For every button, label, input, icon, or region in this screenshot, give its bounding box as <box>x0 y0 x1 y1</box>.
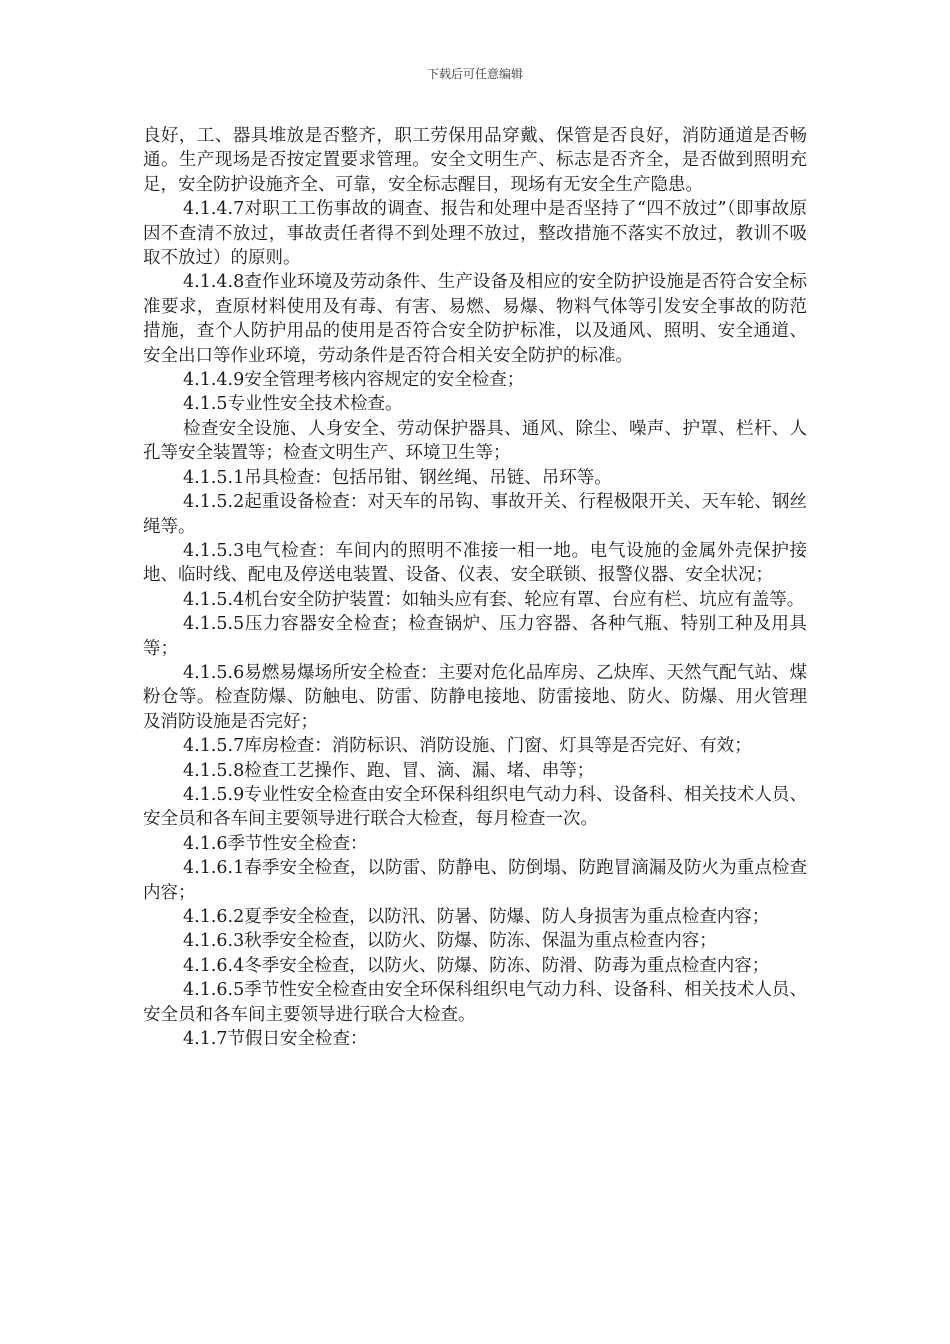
paragraph-4-1-5-3: 4.1.5.3电气检查：车间内的照明不准接一相一地。电气设施的金属外壳保护接地、临时线、配电及停送电装置、设备、仪表、安全联锁、报警仪器、安全状况； <box>143 540 807 586</box>
paragraph-4-1-5-7: 4.1.5.7库房检查：消防标识、消防设施、门窗、灯具等是否完好、有效； <box>183 736 752 757</box>
heading-4-1-7: 4.1.7节假日安全检查： <box>183 1029 368 1050</box>
document-body <box>143 124 807 1051</box>
paragraph-4-1-6-2: 4.1.6.2夏季安全检查，以防汛、防暑、防爆、防人身损害为重点检查内容； <box>183 907 770 927</box>
paragraph-4-1-6-1: 4.1.6.1春季安全检查，以防雷、防静电、防倒塌、防跑冒滴漏及防火为重点检查内容； <box>143 858 807 903</box>
paragraph-4-1-4-9: 4.1.4.9安全管理考核内容规定的安全检查； <box>183 370 525 391</box>
paragraph-continuation: 良好，工、器具堆放是否整齐，职工劳保用品穿戴、保管是否良好，消防通道是否畅通。生产现场是否按定置要求管理。安全文明生产、标志是否齐全，是否做到照明充足，安全防护设施齐全、可靠，安全标志醒目，现场有无安全生产隐患。 <box>143 126 807 195</box>
paragraph-4-1-4-7: 4.1.4.7对职工工伤事故的调查、报告和处理中是否坚持了“四不放过”（即事故原因不查清不放过，事故责任者得不到处理不放过，整改措施不落实不放过，教训不吸取不放过）的原则。 <box>143 199 807 269</box>
paragraph-4-1-5-9: 4.1.5.9专业性安全检查由安全环保科组织电气动力科、设备科、相关技术人员、安全员和各车间主要领导进行联合大检查，每月检查一次。 <box>143 784 807 830</box>
paragraph-4-1-6-4: 4.1.6.4冬季安全检查，以防火、防爆、防冻、防滑、防毒为重点检查内容； <box>183 955 770 976</box>
paragraph-4-1-5-8: 4.1.5.8检查工艺操作、跑、冒、滴、漏、堵、串等； <box>183 760 595 781</box>
paragraph-4-1-6-5: 4.1.6.5季节性安全检查由安全环保科组织电气动力科、设备科、相关技术人员、安全员和各车间主要领导进行联合大检查。 <box>143 980 807 1025</box>
paragraph-4-1-5-2: 4.1.5.2起重设备检查：对天车的吊钩、事故开关、行程极限开关、天车轮、钢丝绳等。 <box>143 492 807 537</box>
heading-4-1-6: 4.1.6季节性安全检查： <box>183 833 368 854</box>
paragraph-4-1-5-4: 4.1.5.4机台安全防护装置：如轴头应有套、轮应有罩、台应有栏、坑应有盖等。 <box>183 589 805 610</box>
paragraph-4-1-5-1: 4.1.5.1吊具检查：包括吊钳、钢丝绳、吊链、吊环等。 <box>183 467 612 488</box>
paragraph-4-1-6-3: 4.1.6.3秋季安全检查，以防火、防爆、防冻、保温为重点检查内容； <box>183 931 717 952</box>
paragraph-4-1-4-8: 4.1.4.8查作业环境及劳动条件、生产设备及相应的安全防护设施是否符合安全标准要求，查原材料使用及有毒、有害、易燃、易爆、物料气体等引发安全事故的防范措施，查个人防护用品的使用是否符合安全防护标准，以及通风、照明、安全通道、安全出口等作业环境，劳动条件是否符合相关安全防护的标准。 <box>143 272 807 366</box>
paragraph-4-1-5-5: 4.1.5.5压力容器安全检查；检查锅炉、压力容器、各种气瓶、特别工种及用具等； <box>143 614 807 659</box>
paragraph-4-1-5-intro: 检查安全设施、人身安全、劳动保护器具、通风、除尘、噪声、护罩、栏杆、人孔等安全装置等；检查文明生产、环境卫生等； <box>143 418 807 464</box>
heading-4-1-5: 4.1.5专业性安全技术检查。 <box>183 394 403 415</box>
paragraph-4-1-5-6: 4.1.5.6易燃易爆场所安全检查：主要对危化品库房、乙炔库、天然气配气站、煤粉仓等。检查防爆、防触电、防雷、防静电接地、防雷接地、防火、防爆、用火管理及消防设施是否完好； <box>143 662 807 732</box>
page-header: 下载后可任意编辑 <box>426 67 523 81</box>
